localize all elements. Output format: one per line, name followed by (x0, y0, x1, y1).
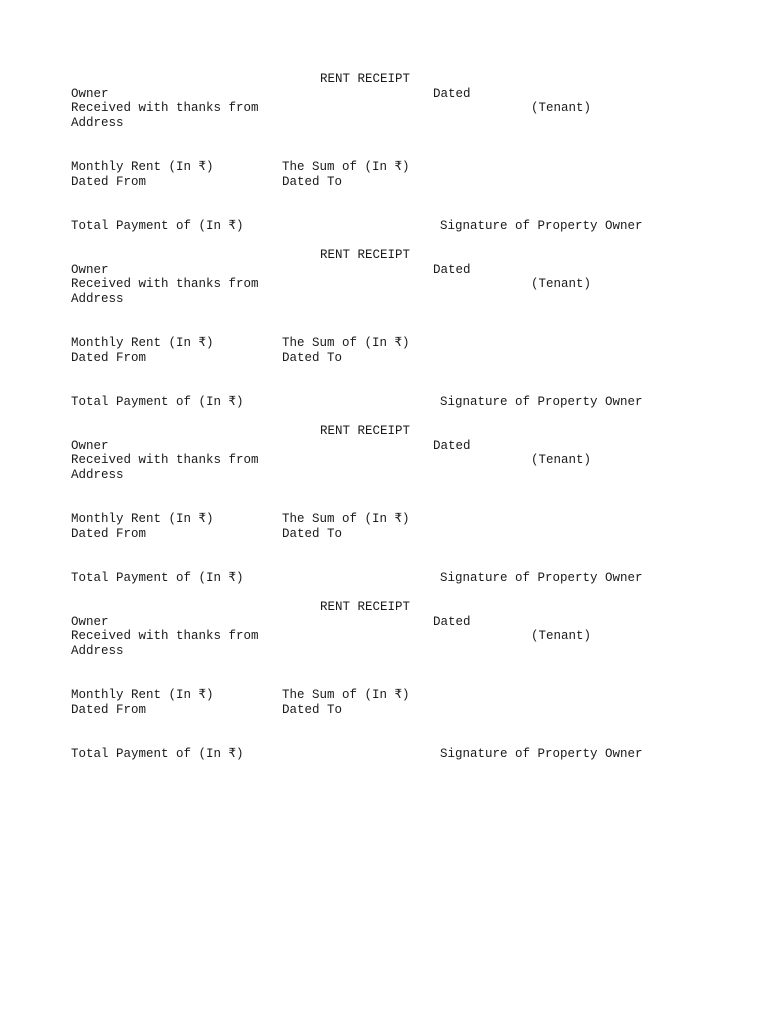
rent-receipt-1 (0, 70, 768, 246)
dated-label: Dated (433, 87, 471, 101)
signature-label: Signature of Property Owner (440, 747, 643, 761)
dated-from-label: Dated From (71, 351, 147, 365)
monthly-rent-label: Monthly Rent (In ₹) (71, 160, 214, 174)
dated-label: Dated (433, 615, 471, 629)
address-label: Address (71, 644, 124, 658)
dated-label: Dated (433, 263, 471, 277)
signature-label: Signature of Property Owner (440, 219, 643, 233)
receipt-title: RENT RECEIPT (320, 72, 411, 86)
monthly-rent-label: Monthly Rent (In ₹) (71, 512, 214, 526)
dated-to-label: Dated To (282, 703, 343, 717)
total-payment-label: Total Payment of (In ₹) (71, 571, 244, 585)
received-from-label: Received with thanks from (71, 101, 259, 115)
sum-label: The Sum of (In ₹) (282, 688, 410, 702)
received-from-label: Received with thanks from (71, 629, 259, 643)
rent-receipt-2 (0, 246, 768, 422)
receipt-title: RENT RECEIPT (320, 424, 411, 438)
receipt-title: RENT RECEIPT (320, 248, 411, 262)
received-from-label: Received with thanks from (71, 277, 259, 291)
tenant-label: (Tenant) (531, 277, 592, 291)
sum-label: The Sum of (In ₹) (282, 160, 410, 174)
monthly-rent-label: Monthly Rent (In ₹) (71, 336, 214, 350)
dated-from-label: Dated From (71, 527, 147, 541)
dated-label: Dated (433, 439, 471, 453)
owner-label: Owner (71, 439, 109, 453)
owner-label: Owner (71, 263, 109, 277)
received-from-label: Received with thanks from (71, 453, 259, 467)
address-label: Address (71, 468, 124, 482)
rent-receipt-3 (0, 422, 768, 598)
signature-label: Signature of Property Owner (440, 395, 643, 409)
dated-from-label: Dated From (71, 175, 147, 189)
address-label: Address (71, 116, 124, 130)
dated-from-label: Dated From (71, 703, 147, 717)
total-payment-label: Total Payment of (In ₹) (71, 395, 244, 409)
dated-to-label: Dated To (282, 527, 343, 541)
sum-label: The Sum of (In ₹) (282, 512, 410, 526)
signature-label: Signature of Property Owner (440, 571, 643, 585)
owner-label: Owner (71, 87, 109, 101)
monthly-rent-label: Monthly Rent (In ₹) (71, 688, 214, 702)
total-payment-label: Total Payment of (In ₹) (71, 219, 244, 233)
tenant-label: (Tenant) (531, 453, 592, 467)
tenant-label: (Tenant) (531, 629, 592, 643)
address-label: Address (71, 292, 124, 306)
tenant-label: (Tenant) (531, 101, 592, 115)
sum-label: The Sum of (In ₹) (282, 336, 410, 350)
dated-to-label: Dated To (282, 351, 343, 365)
dated-to-label: Dated To (282, 175, 343, 189)
total-payment-label: Total Payment of (In ₹) (71, 747, 244, 761)
owner-label: Owner (71, 615, 109, 629)
rent-receipt-4 (0, 598, 768, 774)
receipt-title: RENT RECEIPT (320, 600, 411, 614)
